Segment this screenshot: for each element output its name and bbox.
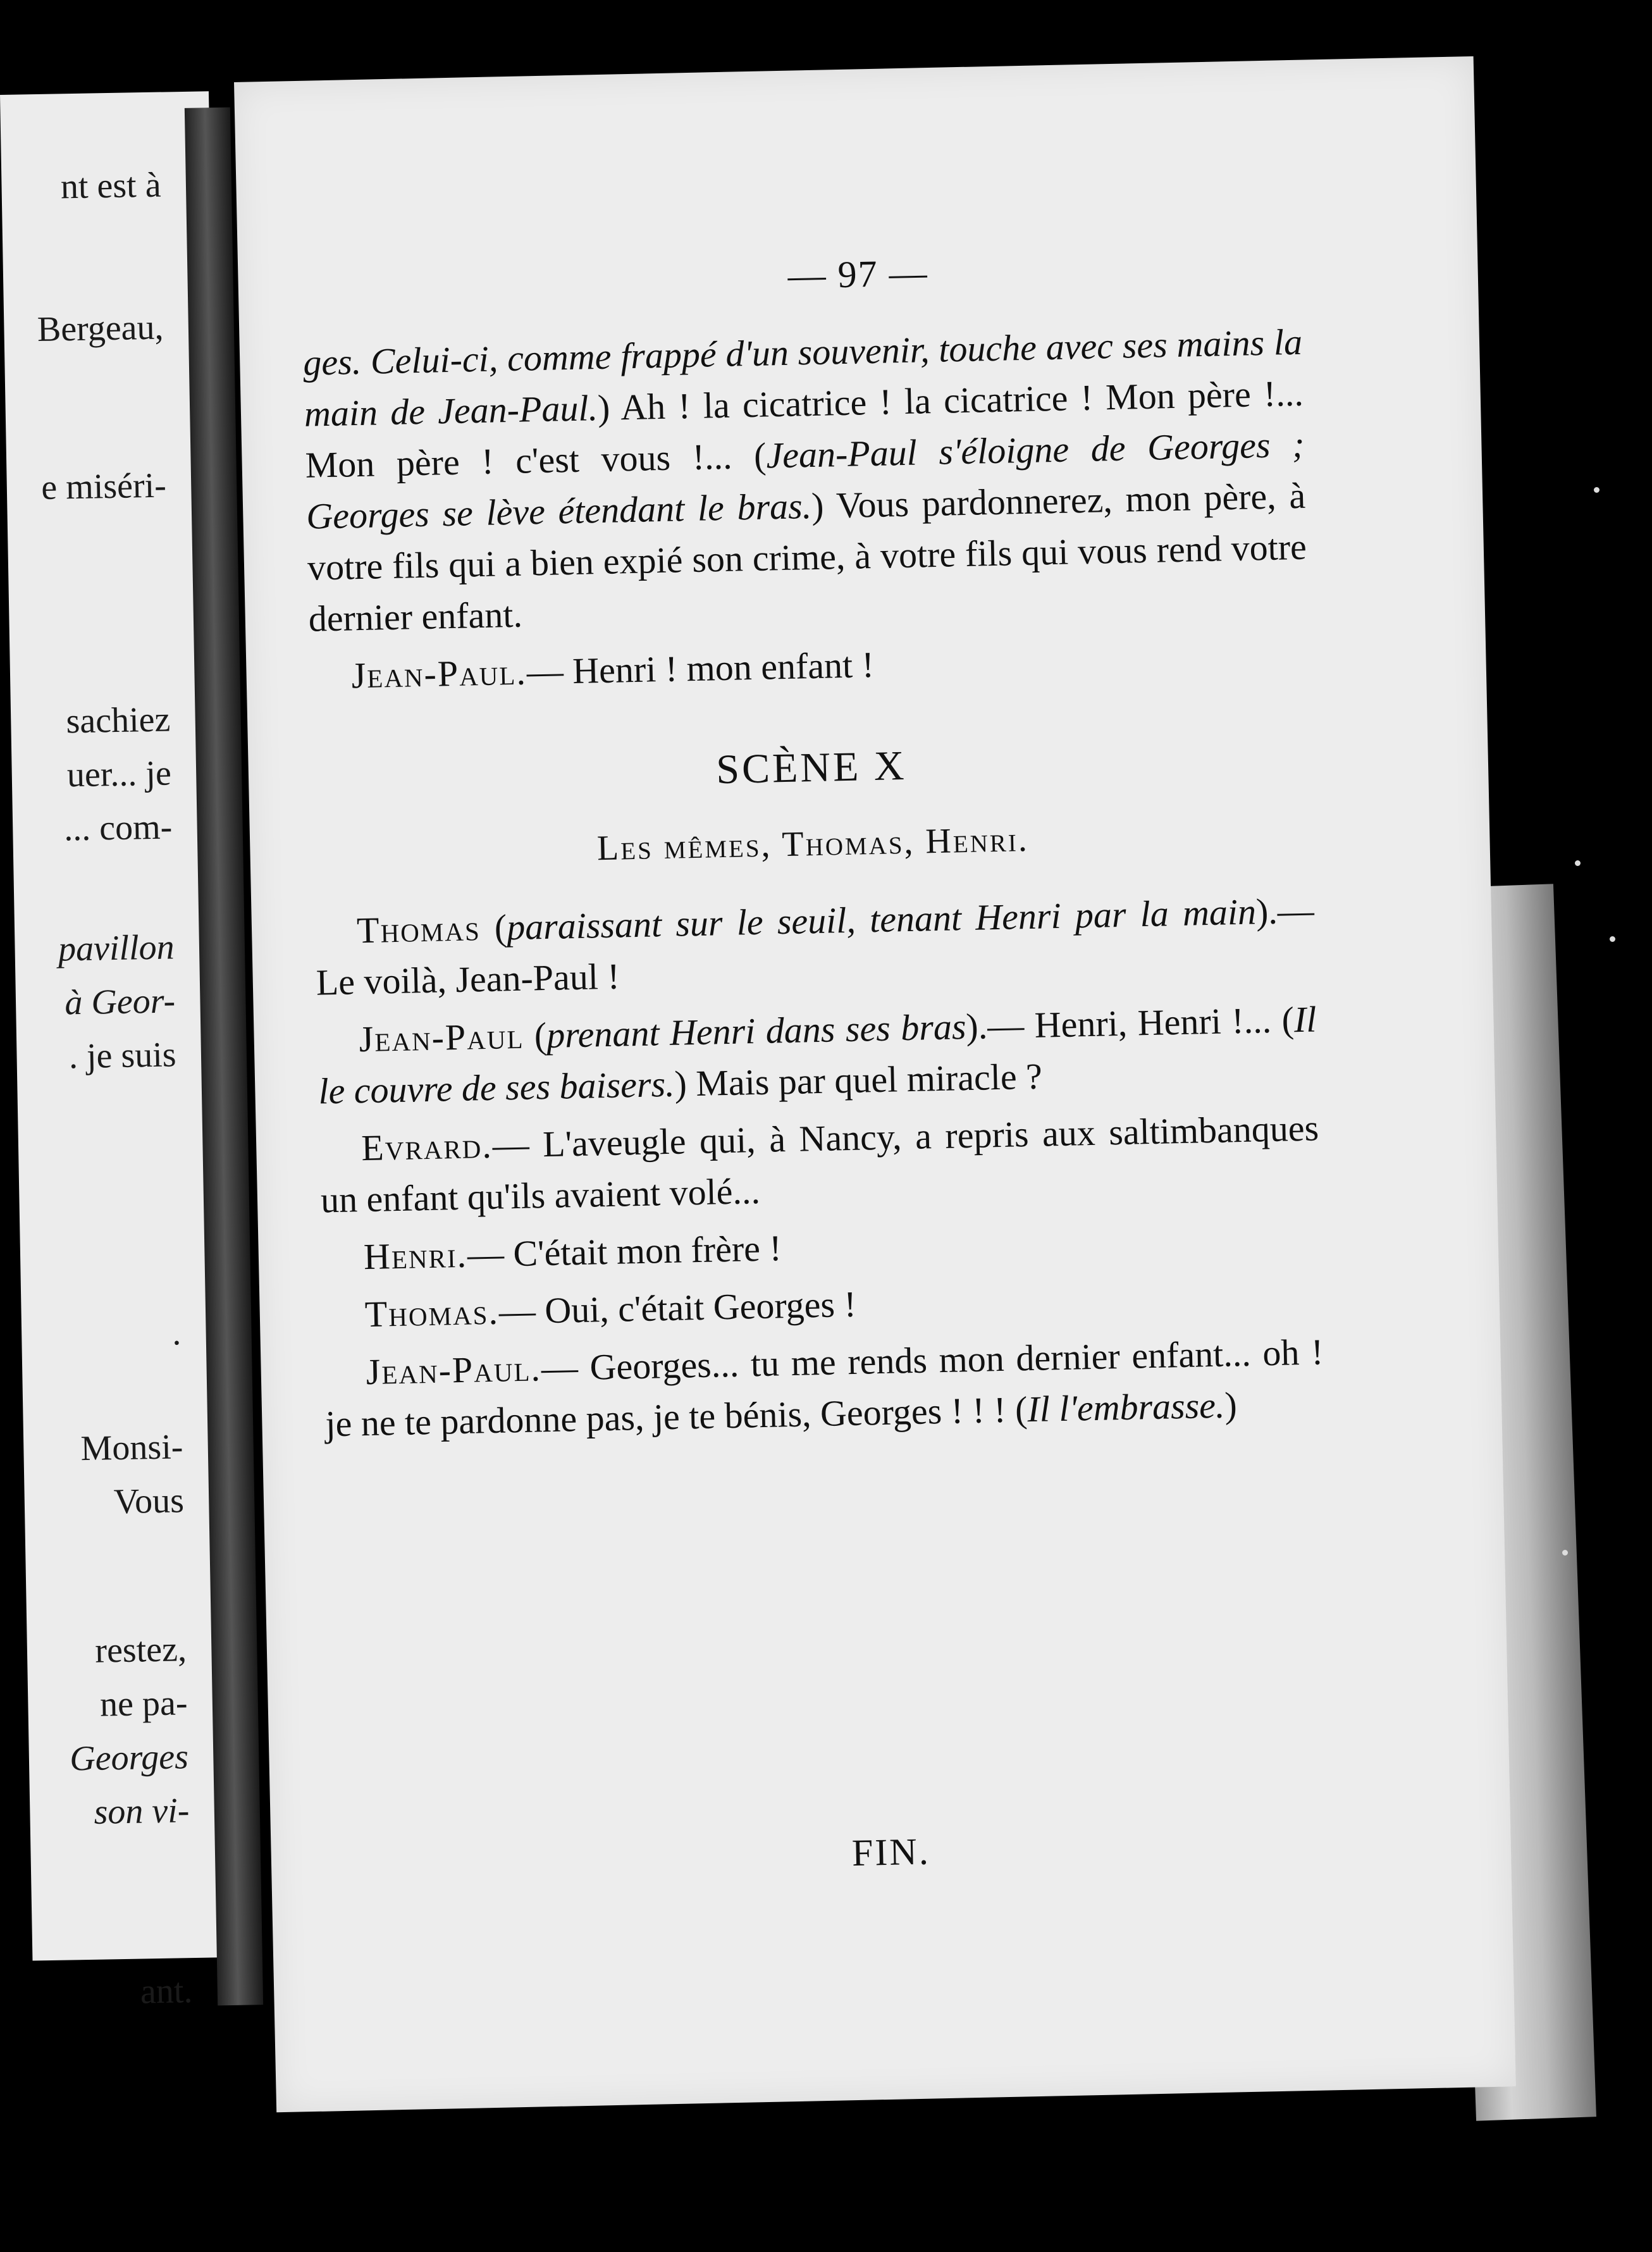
page-body <box>302 316 1325 1456</box>
scene-title: SCÈNE X <box>715 742 908 793</box>
left-text-fragment: Vous <box>113 1481 185 1522</box>
left-text-fragment: ant. <box>140 1971 193 2012</box>
speck <box>1610 936 1615 942</box>
left-text-fragment: à Geor- <box>64 981 176 1023</box>
punctuation: ( <box>523 1014 547 1056</box>
paragraph <box>319 1102 1320 1225</box>
paragraph <box>314 885 1316 1008</box>
dialogue-text: — Georges... tu me rends mon dernier enfant... oh ! je ne te pardonne pas, je te bénis, Georges ! ! ! ( <box>324 1331 1324 1445</box>
left-text-fragment: ... com- <box>63 807 173 849</box>
paragraph <box>317 993 1318 1117</box>
stage-direction: Il le couvre de ses baisers. <box>317 998 1317 1112</box>
paragraph <box>324 1326 1325 1449</box>
left-text-fragment: pavillon <box>58 927 175 969</box>
right-page <box>234 56 1516 2112</box>
speck <box>1594 487 1600 493</box>
left-text-fragment: e miséri- <box>40 466 167 507</box>
speaker-name: Jean-Paul. <box>366 1347 542 1393</box>
stage-direction: Jean-Paul s'éloigne de Georges ; Georges se lève étendant le bras. <box>305 423 1305 537</box>
page-number: — 97 — <box>787 252 929 297</box>
dialogue-text: ).— Le voilà, Jean-Paul ! <box>316 889 1315 1003</box>
left-text-fragment: . je suis <box>68 1035 177 1077</box>
speck <box>1562 1550 1568 1556</box>
dialogue-text: — Henri ! mon enfant ! <box>526 644 875 693</box>
punctuation: ( <box>479 906 507 949</box>
punctuation: ) <box>1224 1384 1238 1426</box>
dialogue-text: ).— Henri, Henri !... ( <box>965 999 1295 1048</box>
left-text-fragment: restez, <box>94 1630 187 1671</box>
stage-direction: ges. Celui-ci, comme frappé d'un souvenir, touche avec ses mains la main de Jean-Paul. <box>302 321 1303 435</box>
dialogue-text: — Oui, c'était Georges ! <box>498 1283 857 1332</box>
dialogue-text: ) Ah ! la cicatrice ! la cicatrice ! Mon père !... Mon père ! c'est vous !... ( <box>305 372 1304 486</box>
dialogue-text: ) Mais par quel miracle ? <box>674 1055 1043 1104</box>
left-text-fragment: sachiez <box>65 700 171 741</box>
left-text-fragment: uer... je <box>66 753 172 795</box>
speaker-name: Evrard. <box>361 1124 493 1169</box>
left-text-fragment: nt est à <box>60 165 162 207</box>
left-text-fragment: ne pa- <box>99 1683 188 1724</box>
dialogue-text: — L'aveugle qui, à Nancy, a repris aux saltimbanques un enfant qu'ils avaient volé... <box>320 1107 1319 1221</box>
dialogue-text: ) Vous pardonnerez, mon père, à votre fils qui a bien expié son crime, à votre fils qui vous rend votre dernier enfant. <box>307 474 1307 640</box>
cast-list: Les mêmes, Thomas, Henri. <box>596 819 1030 869</box>
speck <box>1575 860 1581 866</box>
speaker-name: Thomas. <box>364 1290 500 1335</box>
stage-direction: prenant Henri dans ses bras <box>546 1006 967 1056</box>
stage-direction: paraissant sur le seuil, tenant Henri par la main <box>506 891 1257 948</box>
speaker-name: Thomas <box>356 907 481 951</box>
speaker-name: Jean-Paul. <box>351 651 527 696</box>
speaker-name: Henri. <box>363 1234 468 1278</box>
end-marker: FIN. <box>851 1830 931 1874</box>
left-text-fragment: Bergeau, <box>37 307 164 350</box>
speaker-name: Jean-Paul <box>359 1015 525 1060</box>
stage-direction: Il l'embrasse. <box>1026 1384 1226 1430</box>
left-text-fragment: . <box>171 1313 182 1353</box>
left-text-fragment: son vi- <box>94 1791 190 1832</box>
dialogue-text: — C'était mon frère ! <box>467 1227 782 1275</box>
paragraph <box>302 316 1308 645</box>
left-text-fragment: Georges <box>69 1737 189 1779</box>
left-text-fragment: Monsi- <box>80 1427 183 1469</box>
